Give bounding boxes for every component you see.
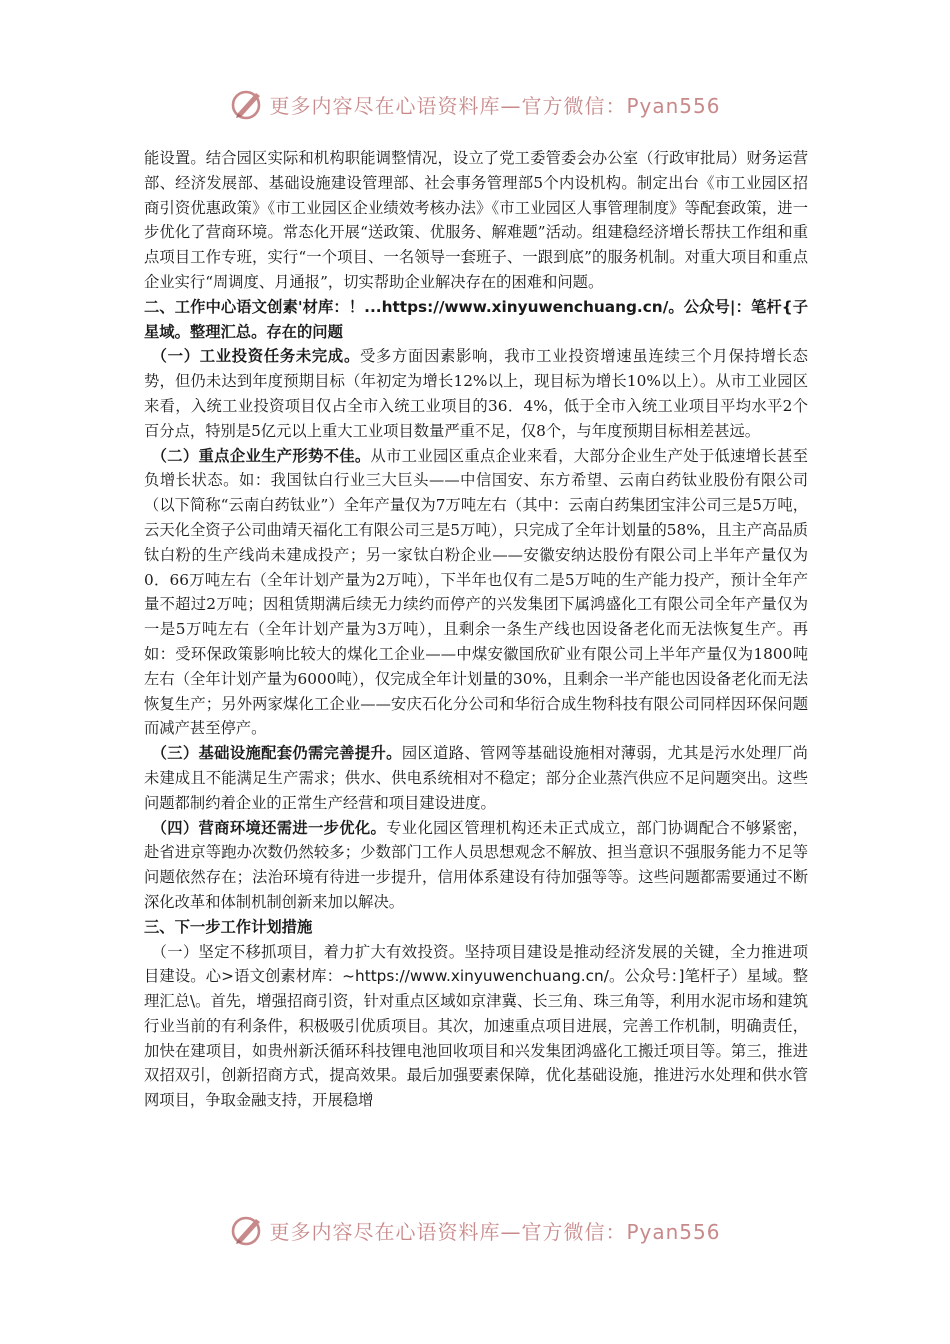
problem-4-body: 专业化园区管理机构还未正式成立，部门协调配合不够紧密，赴省进京等跑办次数仍然较多；少数部门工作人员思想观念不解放、担当意识不强服务能力不足等问题依然存在；法治环境有待进一步提升，信用体系建设有待加强等等。这些问题都需要通过不断深化改革和体制机制创新来加以解决。 — [144, 818, 808, 911]
problem-2-body: 从市工业园区重点企业来看，大部分企业生产处于低速增长甚至负增长状态。如：我国钛白行业三大巨头——中信国安、东方希望、云南白药钛业股份有限公司（以下简称“云南白药钛业”）全年产量仅为7万吨左右（其中：云南白药集团宝沣公司三是5万吨，云天化全资子公司曲靖天福化工有限公司三是5万吨），只完成了全年计划量的58%，且主产高品质钛白粉的生产线尚未建成投产；另一家钛白粉企业——安徽安纳达股份有限公司上半年产量仅为0．66万吨左右（全年计划产量为2万吨），下半年也仅有二是5万吨的生产能力投产，预计全年产量不超过2万吨；因租赁期满后续无力续约而停产的兴发集团下属鸿盛化工有限公司全年产量仅为一是5万吨左右（全年计划产量为3万吨），且剩余一条生产线也因设备老化而无法恢复生产。再如：受环保政策影响比较大的煤化工企业——中煤安徽国欣矿业有限公司上半年产量仅为1800吨左右（全年计划产量为6000吨），仅完成全年计划量的30%，且剩余一半产能也因设备老化而无法恢复生产；另外两家煤化工企业——安庆石化分公司和华衍合成生物科技有限公司同样因环保问题而减产甚至停产。 — [144, 446, 808, 738]
problem-4-title: （四）营商环境还需进一步优化。 — [151, 818, 387, 837]
paragraph-intro: 能设置。结合园区实际和机构职能调整情况，设立了党工委管委会办公室（行政审批局）财务运营部、经济发展部、基础设施建设管理部、社会事务管理部5个内设机构。制定出台《市工业园区招商引资优惠政策》《市工业园区企业绩效考核办法》《市工业园区人事管理制度》等配套政策，进一步优化了营商环境。常态化开展“送政策、优服务、解难题”活动。组建稳经济增长帮扶工作组和重点项目工作专班，实行“一个项目、一名领导一套班子、一跟到底”的服务机制。对重大项目和重点企业实行“周调度、月通报”，切实帮助企业解决存在的困难和问题。 — [144, 149, 808, 291]
footer-watermark — [0, 1208, 950, 1252]
watermark-text: 更多内容尽在心语资料库—官方微信：Pyan556 — [269, 93, 721, 118]
watermark-text: 更多内容尽在心语资料库—官方微信：Pyan556 — [269, 1219, 721, 1244]
problem-2-title: （二）重点企业生产形势不佳。 — [151, 446, 371, 465]
paragraph-problem-3 — [144, 741, 808, 815]
problem-1-body: 受多方面因素影响，我市工业投资增速虽连续三个月保持增长态势，但仍未达到年度预期目标（年初定为增长12%以上，现目标为增长10%以上）。从市工业园区来看，入统工业投资项目仅占全市入统工业项目的36．4%，低于全市入统工业项目平均水平2个百分点，特别是5亿元以上重大工业项目数量严重不足，仅8个，与年度预期目标相差甚远。 — [144, 347, 808, 440]
problem-1-title: （一）工业投资任务未完成。 — [151, 347, 360, 366]
paragraph-problem-2 — [144, 444, 808, 742]
header-watermark — [0, 82, 950, 126]
paragraph-plan-1: （一）坚定不移抓项目，着力扩大有效投资。坚持项目建设是推动经济发展的关键，全力推进项目建设。心>语文创素材库：~https://www.xinyuwenchuang.cn/。公众号：]笔杆子）星域。整理汇总\。首先，增强招商引资，针对重点区域如京津冀、长三角、珠三角等，利用水泥市场和建筑行业当前的有利条件，积极吸引优质项目。其次，加速重点项目进展，完善工作机制，明确责任，加快在建项目，如贵州新沃循环科技锂电池回收项目和兴发集团鸿盛化工搬迁项目等。第三，推进双招双引，创新招商方式，提高效果。最后加强要素保障，优化基础设施，推进污水处理和供水管网项目，争取金融支持，开展稳增 — [144, 942, 808, 1110]
section-heading-problems: 二、工作中心语文创素'材库：！...https://www.xinyuwenchuang.cn/。公众号|：笔杆{子星域。整理汇总。存在的问题 — [144, 297, 808, 341]
pen-logo-icon — [229, 1212, 265, 1248]
paragraph-problem-4 — [144, 816, 808, 915]
problem-3-title: （三）基础设施配套仍需完善提升。 — [151, 744, 402, 763]
pen-logo-icon — [229, 86, 265, 122]
section-heading-plans: 三、下一步工作计划措施 — [144, 917, 313, 936]
problem-3-body: 园区道路、管网等基础设施相对薄弱，尤其是污水处理厂尚未建成且不能满足生产需求；供水、供电系统相对不稳定；部分企业蒸汽供应不足问题突出。这些问题都制约着企业的正常生产经营和项目建设进度。 — [144, 744, 808, 812]
document-body — [144, 146, 808, 1113]
paragraph-problem-1 — [144, 344, 808, 443]
